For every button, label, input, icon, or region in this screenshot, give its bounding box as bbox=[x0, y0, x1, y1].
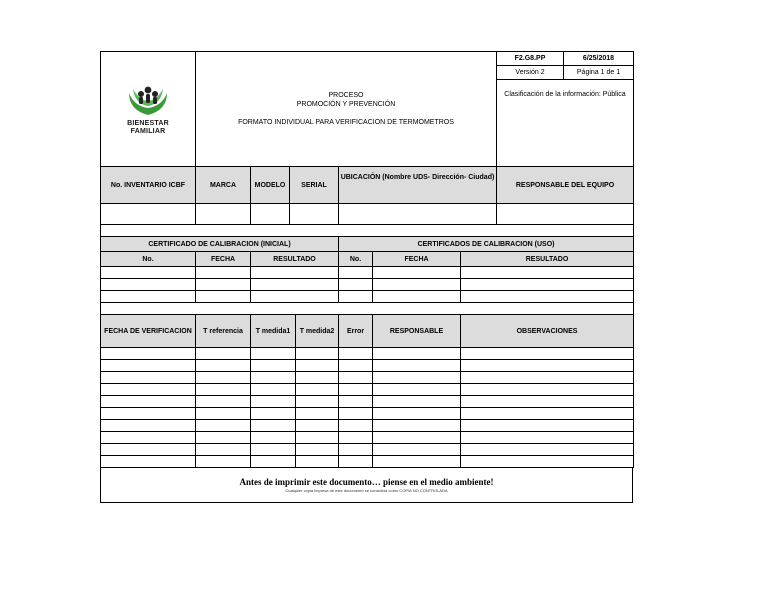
ver-cell[interactable] bbox=[339, 348, 373, 360]
responsible-value[interactable] bbox=[497, 204, 634, 225]
spacer-row bbox=[101, 225, 634, 237]
ver-cell[interactable] bbox=[339, 432, 373, 444]
verification-row bbox=[101, 408, 634, 420]
ver-cell[interactable] bbox=[101, 432, 196, 444]
col-initial-no: No. bbox=[101, 252, 196, 267]
brand-value[interactable] bbox=[196, 204, 251, 225]
ver-cell[interactable] bbox=[251, 444, 296, 456]
ver-cell[interactable] bbox=[101, 348, 196, 360]
ver-cell[interactable] bbox=[339, 396, 373, 408]
cal-cell[interactable] bbox=[251, 279, 339, 291]
col-initial-date: FECHA bbox=[196, 252, 251, 267]
ver-cell[interactable] bbox=[296, 420, 339, 432]
ver-cell[interactable] bbox=[196, 456, 251, 468]
cal-cell[interactable] bbox=[101, 279, 196, 291]
ver-cell[interactable] bbox=[296, 408, 339, 420]
inventory-value[interactable] bbox=[101, 204, 196, 225]
cal-cell[interactable] bbox=[339, 267, 373, 279]
cal-cell[interactable] bbox=[461, 267, 634, 279]
ver-cell[interactable] bbox=[251, 372, 296, 384]
header-table bbox=[100, 51, 634, 167]
ver-cell[interactable] bbox=[296, 456, 339, 468]
ver-cell[interactable] bbox=[461, 420, 634, 432]
ver-cell[interactable] bbox=[373, 348, 461, 360]
ver-cell[interactable] bbox=[101, 456, 196, 468]
ver-cell[interactable] bbox=[339, 420, 373, 432]
col-observations: OBSERVACIONES bbox=[461, 315, 634, 348]
cal-cell[interactable] bbox=[373, 279, 461, 291]
col-responsible: RESPONSABLE DEL EQUIPO bbox=[497, 167, 634, 204]
ver-cell[interactable] bbox=[251, 348, 296, 360]
ver-cell[interactable] bbox=[251, 408, 296, 420]
col-use-result: RESULTADO bbox=[461, 252, 634, 267]
ver-cell[interactable] bbox=[373, 432, 461, 444]
ver-cell[interactable] bbox=[296, 372, 339, 384]
footer-note: Cualquier copia impresa de este documento se considera como COPIA NO CONTROLADA bbox=[285, 488, 448, 493]
calibration-row bbox=[101, 267, 634, 279]
verification-row bbox=[101, 348, 634, 360]
ver-cell[interactable] bbox=[373, 408, 461, 420]
ver-cell[interactable] bbox=[196, 408, 251, 420]
cal-cell[interactable] bbox=[196, 291, 251, 303]
ver-cell[interactable] bbox=[461, 384, 634, 396]
cal-cell[interactable] bbox=[251, 291, 339, 303]
ver-cell[interactable] bbox=[373, 420, 461, 432]
verification-row bbox=[101, 432, 634, 444]
ver-cell[interactable] bbox=[101, 396, 196, 408]
ver-cell[interactable] bbox=[251, 396, 296, 408]
col-use-date: FECHA bbox=[373, 252, 461, 267]
verification-row bbox=[101, 384, 634, 396]
verification-row bbox=[101, 456, 634, 468]
initial-calibration-title: CERTIFICADO DE CALIBRACION (INICIAL) bbox=[101, 237, 339, 252]
process-label: PROCESO bbox=[328, 92, 364, 99]
ver-cell[interactable] bbox=[339, 444, 373, 456]
cal-cell[interactable] bbox=[196, 279, 251, 291]
ver-cell[interactable] bbox=[373, 372, 461, 384]
ver-cell[interactable] bbox=[296, 432, 339, 444]
ver-cell[interactable] bbox=[339, 408, 373, 420]
col-t-measured-2: T medida2 bbox=[296, 315, 339, 348]
calibration-row bbox=[101, 279, 634, 291]
cal-cell[interactable] bbox=[461, 291, 634, 303]
doc-version: Versión 2 bbox=[497, 66, 564, 80]
ver-cell[interactable] bbox=[196, 384, 251, 396]
ver-cell[interactable] bbox=[101, 360, 196, 372]
ver-cell[interactable] bbox=[251, 420, 296, 432]
ver-cell[interactable] bbox=[461, 432, 634, 444]
ver-cell[interactable] bbox=[339, 384, 373, 396]
verification-table bbox=[100, 315, 634, 468]
logo-cell bbox=[101, 52, 196, 167]
logo-line-2: FAMILIAR bbox=[130, 128, 166, 135]
ver-cell[interactable] bbox=[196, 396, 251, 408]
ver-cell[interactable] bbox=[461, 360, 634, 372]
col-error: Error bbox=[339, 315, 373, 348]
ver-cell[interactable] bbox=[373, 360, 461, 372]
ver-cell[interactable] bbox=[101, 372, 196, 384]
ver-cell[interactable] bbox=[251, 384, 296, 396]
ver-cell[interactable] bbox=[373, 396, 461, 408]
cal-cell[interactable] bbox=[196, 267, 251, 279]
col-t-measured-1: T medida1 bbox=[251, 315, 296, 348]
ver-cell[interactable] bbox=[296, 384, 339, 396]
footer bbox=[100, 468, 633, 503]
ver-cell[interactable] bbox=[461, 444, 634, 456]
col-use-no: No. bbox=[339, 252, 373, 267]
use-calibration-title: CERTIFICADOS DE CALIBRACION (USO) bbox=[339, 237, 634, 252]
cal-cell[interactable] bbox=[373, 267, 461, 279]
cal-cell[interactable] bbox=[339, 279, 373, 291]
spacer-row bbox=[101, 303, 634, 315]
model-value[interactable] bbox=[251, 204, 290, 225]
ver-cell[interactable] bbox=[101, 408, 196, 420]
form-sheet bbox=[100, 51, 633, 503]
verification-row bbox=[101, 396, 634, 408]
ver-cell[interactable] bbox=[296, 360, 339, 372]
serial-value[interactable] bbox=[290, 204, 339, 225]
col-verification-responsible: RESPONSABLE bbox=[373, 315, 461, 348]
ver-cell[interactable] bbox=[251, 432, 296, 444]
verification-row bbox=[101, 360, 634, 372]
ver-cell[interactable] bbox=[296, 348, 339, 360]
ver-cell[interactable] bbox=[196, 360, 251, 372]
ver-cell[interactable] bbox=[373, 456, 461, 468]
doc-page: Página 1 de 1 bbox=[564, 66, 634, 80]
col-inventory: No. INVENTARIO ICBF bbox=[101, 167, 196, 204]
verification-row bbox=[101, 372, 634, 384]
verification-row bbox=[101, 444, 634, 456]
ver-cell[interactable] bbox=[101, 384, 196, 396]
location-value[interactable] bbox=[339, 204, 497, 225]
ver-cell[interactable] bbox=[339, 456, 373, 468]
logo-line-1: BIENESTAR bbox=[127, 120, 169, 127]
cal-cell[interactable] bbox=[339, 291, 373, 303]
ver-cell[interactable] bbox=[196, 444, 251, 456]
col-verification-date: FECHA DE VERIFICACION bbox=[101, 315, 196, 348]
equipment-table bbox=[100, 167, 634, 237]
ver-cell[interactable] bbox=[339, 360, 373, 372]
ver-cell[interactable] bbox=[461, 408, 634, 420]
col-brand: MARCA bbox=[196, 167, 251, 204]
ver-cell[interactable] bbox=[373, 384, 461, 396]
doc-code: F2.G8.PP bbox=[497, 52, 564, 66]
ver-cell[interactable] bbox=[296, 396, 339, 408]
ver-cell[interactable] bbox=[296, 444, 339, 456]
footer-message: Antes de imprimir este documento… piense en el medio ambiente! bbox=[239, 477, 494, 487]
col-initial-result: RESULTADO bbox=[251, 252, 339, 267]
ver-cell[interactable] bbox=[461, 372, 634, 384]
icbf-logo-icon bbox=[126, 84, 170, 120]
col-t-reference: T referencia bbox=[196, 315, 251, 348]
classification: Clasificación de la información: Pública bbox=[497, 80, 634, 167]
ver-cell[interactable] bbox=[196, 420, 251, 432]
calibration-row bbox=[101, 291, 634, 303]
col-location: UBICACIÓN (Nombre UDS- Dirección- Ciudad) bbox=[339, 167, 497, 204]
cal-cell[interactable] bbox=[101, 291, 196, 303]
cal-cell[interactable] bbox=[101, 267, 196, 279]
col-model: MODELO bbox=[251, 167, 290, 204]
cal-cell[interactable] bbox=[251, 267, 339, 279]
ver-cell[interactable] bbox=[101, 420, 196, 432]
ver-cell[interactable] bbox=[101, 444, 196, 456]
ver-cell[interactable] bbox=[339, 372, 373, 384]
ver-cell[interactable] bbox=[251, 360, 296, 372]
col-serial: SERIAL bbox=[290, 167, 339, 204]
ver-cell[interactable] bbox=[461, 348, 634, 360]
ver-cell[interactable] bbox=[373, 444, 461, 456]
ver-cell[interactable] bbox=[196, 432, 251, 444]
ver-cell[interactable] bbox=[196, 348, 251, 360]
process-name: PROMOCIÓN Y PREVENCIÓN bbox=[296, 101, 396, 108]
cal-cell[interactable] bbox=[461, 279, 634, 291]
title-cell bbox=[196, 52, 497, 167]
form-title: FORMATO INDIVIDUAL PARA VERIFICACION DE TERMOMETROS bbox=[238, 119, 454, 126]
cal-cell[interactable] bbox=[373, 291, 461, 303]
ver-cell[interactable] bbox=[461, 396, 634, 408]
ver-cell[interactable] bbox=[461, 456, 634, 468]
calibration-table bbox=[100, 237, 634, 315]
ver-cell[interactable] bbox=[251, 456, 296, 468]
ver-cell[interactable] bbox=[196, 372, 251, 384]
doc-date: 6/25/2018 bbox=[564, 52, 634, 66]
verification-row bbox=[101, 420, 634, 432]
